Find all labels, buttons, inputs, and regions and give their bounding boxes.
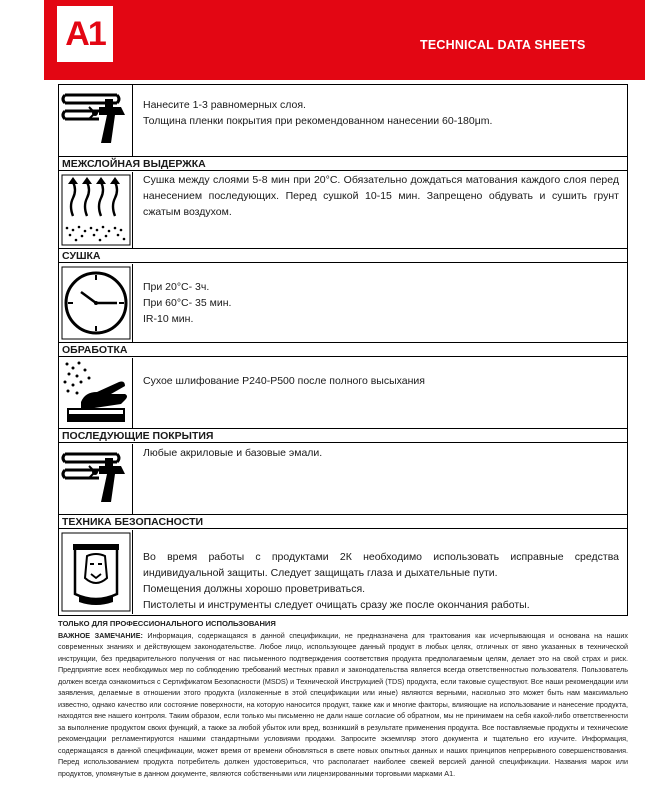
flash-off-row <box>59 157 627 249</box>
topcoats-title: ПОСЛЕДУЮЩИЕ ПОКРЫТИЯ <box>59 429 627 443</box>
application-row <box>59 85 627 157</box>
application-line-1: Нанесите 1-3 равномерных слоя. <box>143 99 306 111</box>
safety-title: ТЕХНИКА БЕЗОПАСНОСТИ <box>59 515 627 529</box>
drying-line-1: При 20°С- 3ч. <box>143 281 210 293</box>
drying-line-3: IR-10 мин. <box>143 313 194 325</box>
disclaimer-note-text: Информация, содержащаяся в данной спецификации, не предназначена для трактования как исчерпывающая и основана на наших современных знаниях и действующем законодательстве. Любое лицо, использующее данный продукт в любых целях, отличных от явно указанных в технической инструкции, без предварительного получения от нас письменного подтверждения соответствия продукта предполагаемым целям, делает это на свой страх и риск. Предприятие всех необходимых мер по соблюдению требований местных правил и законодательства является всегда ответственностью пользователя. Пользователь должен всегда ознакомиться с Сертификатом Безопасности (MSDS) и Технической Инструкцией (TDS) продукта, если таковые существуют. Все наши рекомендации или заявления, делаемые в отношении этого продукта (изложенные в этой спецификации или иные) являются верными, насколько это может быть нам максимально известно, однако качество или состояние поверхности, на которую наносится продукт, также как и многие факторы, влияющие на использование и нанесение продукта, находятся вне нашего контроля. Таким образом, если только мы письменно не дали наше согласие об обратном, мы не принимаем на себя какой-либо ответственности за выполнение продуктом своих функций, а также за любой убыток или вред, возникший в результате применения продукта. Все поставляемые продукты и технические рекомендации регламентируются нашими стандартными условиями продажи. Запросите экземпляр этого документа и тщательно его изучите. Информация, содержащаяся в данной спецификации, может время от времени обновляться в свете новых опытных данных и наших принципов непрерывного совершенствования. Перед использованием продукта потребитель должен удостовериться, что располагает наиболее свежей версией данной спецификации. Названия марок или продуктов, упомянутые в данном документе, являются собственными или лицензированными торговыми марками А1. <box>58 630 628 778</box>
brand-logo <box>57 6 113 62</box>
application-line-2: Толщина пленки покрытия при рекомендованном нанесении 60-180μm. <box>143 115 493 127</box>
safety-para-2: Помещения должны хорошо проветриваться. <box>143 583 366 595</box>
spray-gun-icon <box>59 444 133 514</box>
topcoats-text: Любые акриловые и базовые эмали. <box>143 447 323 459</box>
drying-title: СУШКА <box>59 249 627 263</box>
evaporation-icon <box>59 172 133 248</box>
topcoats-row <box>59 429 627 515</box>
safety-row <box>59 515 627 615</box>
disclaimer <box>58 618 628 779</box>
safety-text <box>143 549 619 613</box>
application-text <box>143 97 619 129</box>
sanding-text: Сухое шлифование Р240-Р500 после полного высыхания <box>143 375 425 387</box>
sanding-title: ОБРАБОТКА <box>59 343 627 357</box>
flash-off-text: Сушка между слоями 5-8 мин при 20°C. Обязательно дождаться матования каждого слоя перед нанесением последующих. Перед сушкой 10-15 мин. Запрещено обдувать и сушить грунт сжатым воздухом. <box>143 174 619 218</box>
drying-row <box>59 249 627 343</box>
spray-gun-icon <box>59 85 133 156</box>
clock-icon <box>59 264 133 342</box>
disclaimer-heading: ТОЛЬКО ДЛЯ ПРОФЕССИОНАЛЬНОГО ИСПОЛЬЗОВАНИЯ <box>58 619 276 628</box>
face-shield-icon <box>59 530 133 614</box>
logo-text: A1 <box>65 14 105 53</box>
sanding-row <box>59 343 627 429</box>
drying-line-2: При 60°С- 35 мин. <box>143 297 232 309</box>
safety-para-1: Во время работы с продуктами 2К необходимо использовать исправные средства индивидуальной защиты. Следует защищать глаза и дыхательные пути. <box>143 551 619 579</box>
spec-table <box>58 84 628 616</box>
sanding-hand-icon <box>59 358 133 428</box>
disclaimer-note-label: ВАЖНОЕ ЗАМЕЧАНИЕ: <box>58 630 143 640</box>
drying-text <box>143 279 619 327</box>
disclaimer-body <box>58 630 628 780</box>
header-title: TECHNICAL DATA SHEETS <box>420 38 586 52</box>
flash-off-title: МЕЖСЛОЙНАЯ ВЫДЕРЖКА <box>59 157 627 171</box>
safety-para-3: Пистолеты и инструменты следует очищать сразу же после окончания работы. <box>143 599 530 611</box>
